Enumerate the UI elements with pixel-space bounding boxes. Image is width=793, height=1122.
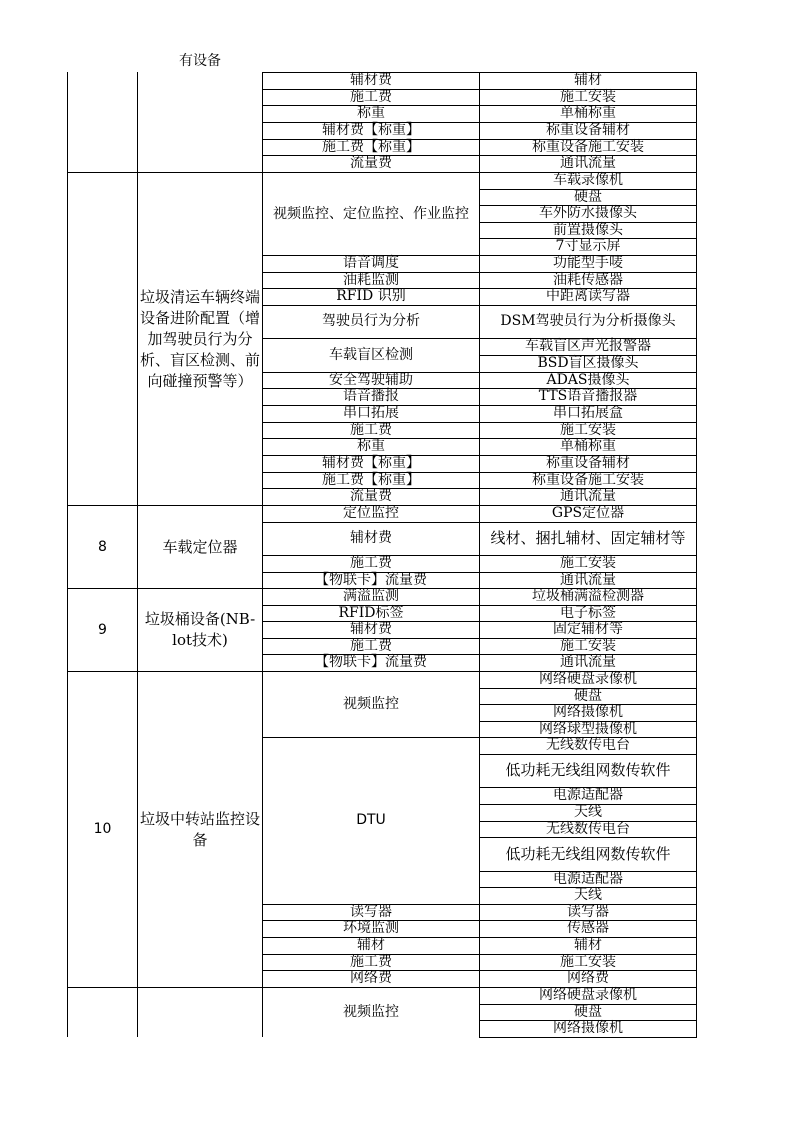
cost-item-cell: RFID 识别 bbox=[336, 288, 406, 304]
detail-item-cell: 施工安装 bbox=[560, 88, 616, 105]
detail-item-cell: 称重设备辅材 bbox=[546, 122, 630, 138]
detail-item-cell: 称重设备施工安装 bbox=[532, 138, 644, 155]
cost-item-cell: 读写器 bbox=[350, 903, 392, 920]
cost-item-cell: 辅材费 bbox=[350, 530, 392, 546]
cost-item-cell: 串口拓展 bbox=[343, 405, 399, 421]
detail-item-cell: 前置摄像头 bbox=[553, 221, 623, 238]
cost-item-cell: 施工费 bbox=[350, 637, 392, 654]
cost-item-cell: 安全驾驶辅助 bbox=[329, 371, 413, 388]
detail-item-cell: 辅材 bbox=[574, 72, 602, 88]
detail-item-cell: 硬盘 bbox=[574, 188, 602, 205]
cost-item-cell: 施工费【称重】 bbox=[322, 471, 420, 488]
detail-item-cell: 通讯流量 bbox=[560, 488, 616, 504]
detail-item-cell: 中距离读写器 bbox=[546, 288, 630, 304]
cost-item-cell: 流量费 bbox=[350, 488, 392, 504]
detail-item-cell: 称重设备施工安装 bbox=[532, 471, 644, 488]
detail-item-cell: 单桶称重 bbox=[560, 105, 616, 121]
cost-item-cell: DTU bbox=[356, 812, 386, 828]
detail-item-cell: 硬盘 bbox=[574, 1003, 602, 1020]
detail-item-cell: 单桶称重 bbox=[560, 438, 616, 454]
row-number-cell: 9 bbox=[98, 621, 107, 638]
cost-item-cell: 辅材费 bbox=[350, 72, 392, 88]
detail-item-cell: 网络摄像机 bbox=[553, 704, 623, 720]
detail-item-cell: BSD盲区摄像头 bbox=[537, 355, 639, 371]
cost-item-cell: 称重 bbox=[357, 105, 385, 121]
cost-item-cell: 语音调度 bbox=[343, 255, 399, 271]
cost-item-cell: 驾驶员行为分析 bbox=[322, 313, 420, 329]
detail-item-cell: 网络球型摄像机 bbox=[539, 720, 637, 737]
cost-item-cell: 满溢监测 bbox=[343, 588, 399, 604]
cost-item-cell: 油耗监测 bbox=[343, 271, 399, 288]
device-name-cell: 车载定位器 bbox=[162, 537, 238, 556]
detail-item-cell: 电源适配器 bbox=[553, 870, 623, 887]
detail-item-cell: 车载盲区声光报警器 bbox=[525, 338, 651, 354]
detail-item-cell: 施工安装 bbox=[560, 421, 616, 438]
detail-item-cell: GPS定位器 bbox=[551, 505, 625, 521]
cost-item-cell: 语音播报 bbox=[343, 388, 399, 404]
detail-item-cell: 7寸显示屏 bbox=[555, 238, 621, 254]
cost-item-cell: 车载盲区检测 bbox=[329, 346, 413, 363]
detail-item-cell: 电子标签 bbox=[560, 604, 616, 621]
detail-item-cell: 施工安装 bbox=[560, 555, 616, 571]
detail-item-cell: 通讯流量 bbox=[560, 654, 616, 670]
detail-item-cell: 车载录像机 bbox=[553, 172, 623, 188]
detail-item-cell: 天线 bbox=[574, 887, 602, 903]
detail-item-cell: ADAS摄像头 bbox=[546, 371, 630, 388]
detail-item-cell: 无线数传电台 bbox=[546, 737, 630, 753]
cost-item-cell: 施工费 bbox=[350, 88, 392, 105]
detail-item-cell: 网络硬盘录像机 bbox=[539, 671, 637, 687]
detail-item-cell: 网络摄像机 bbox=[553, 1020, 623, 1036]
detail-item-cell: 低功耗无线组网数传软件 bbox=[505, 761, 671, 779]
row-number-cell: 10 bbox=[93, 821, 112, 837]
detail-item-cell: 辅材 bbox=[574, 937, 602, 953]
cost-item-cell: 辅材费 bbox=[350, 621, 392, 637]
detail-item-cell: 网络费 bbox=[567, 970, 609, 986]
col-divider-1 bbox=[137, 72, 138, 1037]
cost-item-cell: 网络费 bbox=[350, 970, 392, 986]
device-name-cell: 垃圾清运车辆终端设备进阶配置（增加驾驶员行为分析、盲区检测、前向碰撞预警等） bbox=[140, 287, 261, 390]
cost-item-cell: 辅材费【称重】 bbox=[322, 122, 420, 138]
detail-item-cell: 串口拓展盒 bbox=[553, 405, 623, 421]
detail-item-cell: 通讯流量 bbox=[560, 571, 616, 588]
detail-item-cell: 称重设备辅材 bbox=[546, 455, 630, 471]
cost-item-cell: 【物联卡】流量费 bbox=[315, 571, 427, 588]
row-number-cell: 8 bbox=[98, 538, 107, 555]
cost-item-cell: RFID标签 bbox=[338, 604, 404, 621]
detail-item-cell: 油耗传感器 bbox=[553, 271, 623, 288]
cost-item-cell: 流量费 bbox=[350, 155, 392, 171]
cost-item-cell: 辅材 bbox=[357, 937, 385, 953]
cost-item-cell: 辅材费【称重】 bbox=[322, 455, 420, 471]
cost-item-cell: 施工费 bbox=[350, 555, 392, 571]
detail-item-cell: DSM驾驶员行为分析摄像头 bbox=[500, 313, 676, 329]
cost-item-cell: 【物联卡】流量费 bbox=[315, 654, 427, 670]
item-line bbox=[479, 1037, 697, 1038]
detail-item-cell: 硬盘 bbox=[574, 687, 602, 704]
detail-item-cell: 车外防水摄像头 bbox=[539, 205, 637, 221]
detail-item-cell: 垃圾桶满溢检测器 bbox=[532, 588, 644, 604]
device-name-cell: 垃圾中转站监控设备 bbox=[140, 809, 261, 849]
detail-item-cell: 施工安装 bbox=[560, 637, 616, 654]
cost-item-cell: 施工费 bbox=[350, 953, 392, 970]
cost-item-cell: 视频监控 bbox=[343, 695, 399, 712]
cost-item-cell: 视频监控 bbox=[343, 1003, 399, 1020]
detail-item-cell: 电源适配器 bbox=[553, 787, 623, 803]
detail-item-cell: TTS语音播报器 bbox=[538, 388, 638, 404]
device-name-cell: 垃圾桶设备(NB-lot技术) bbox=[144, 610, 256, 649]
detail-item-cell: 固定辅材等 bbox=[553, 621, 623, 637]
detail-item-cell: 读写器 bbox=[567, 903, 609, 920]
detail-item-cell: 通讯流量 bbox=[560, 155, 616, 171]
detail-item-cell: 线材、捆扎辅材、固定辅材等 bbox=[490, 529, 686, 547]
detail-item-cell: 施工安装 bbox=[560, 953, 616, 970]
cutoff-device-name: 有设备 bbox=[179, 53, 221, 69]
cost-item-cell: 定位监控 bbox=[343, 505, 399, 521]
detail-item-cell: 低功耗无线组网数传软件 bbox=[505, 844, 671, 863]
cost-item-cell: 环境监测 bbox=[343, 920, 399, 936]
cost-item-cell: 称重 bbox=[357, 438, 385, 454]
detail-item-cell: 传感器 bbox=[567, 920, 609, 936]
detail-item-cell: 功能型手唛 bbox=[553, 255, 623, 271]
cost-item-cell: 视频监控、定位监控、作业监控 bbox=[273, 205, 469, 222]
detail-item-cell: 无线数传电台 bbox=[546, 820, 630, 837]
cost-item-cell: 施工费 bbox=[350, 421, 392, 438]
cost-item-cell: 施工费【称重】 bbox=[322, 138, 420, 155]
detail-item-cell: 天线 bbox=[574, 804, 602, 820]
detail-item-cell: 网络硬盘录像机 bbox=[539, 987, 637, 1003]
